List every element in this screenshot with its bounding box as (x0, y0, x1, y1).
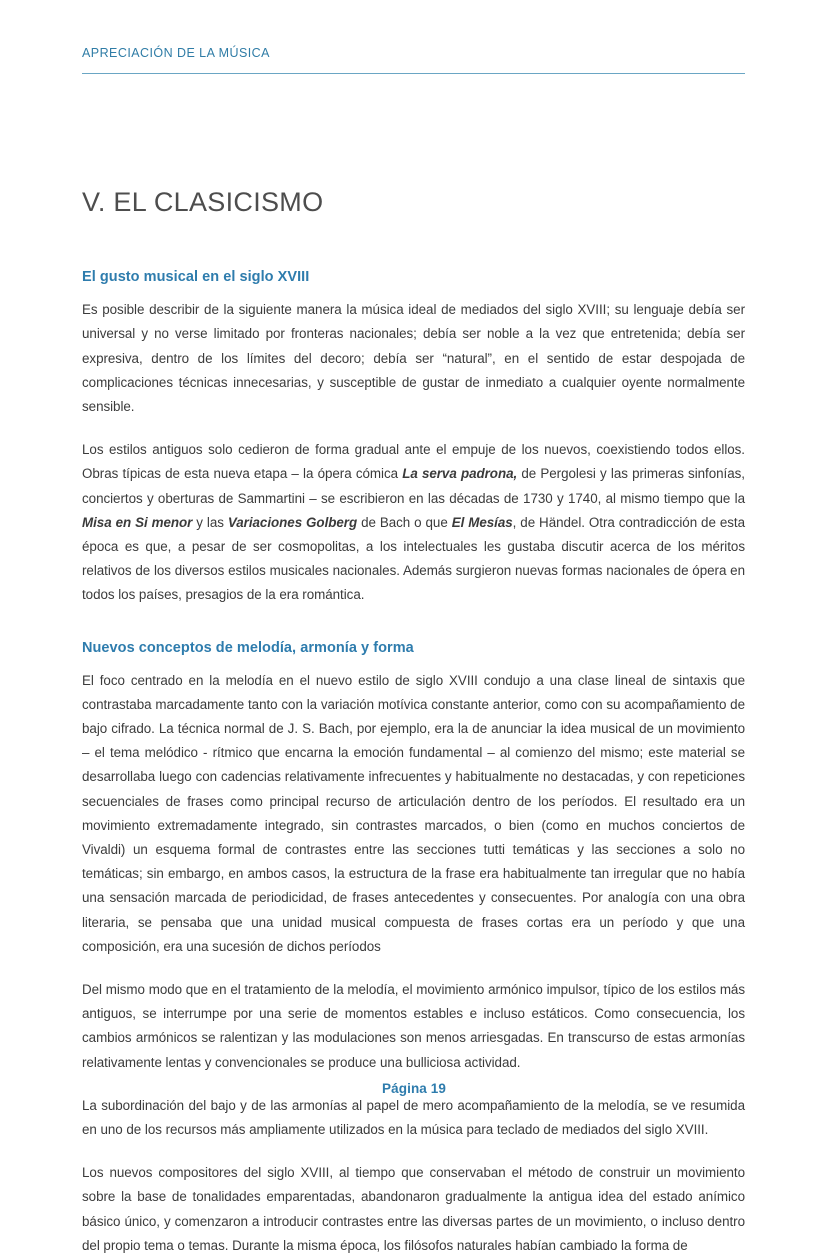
page-footer (0, 1080, 828, 1098)
paragraph-p5: La subordinación del bajo y de las armonías al papel de mero acompañamiento de la melodía, se ve resumida en uno de los recursos más ampliamente utilizados en la música para teclado de mediados del siglo XVIII. (82, 1097, 745, 1137)
paragraph-p4: Del mismo modo que en el tratamiento de la melodía, el movimiento armónico impulsor, típico de los estilos más antiguos, se interrumpe por una serie de momentos estables e incluso estáticos. Como consecuencia, los cambios armónicos se ralentizan y las modulaciones son menos arriesgadas. En transcurso de estas armonías relativamente lentas y convencionales se produce una bulliciosa actividad. (82, 981, 745, 1070)
section-heading-gusto-musical: El gusto musical en el siglo XVIII (82, 269, 310, 286)
text-run: Los estilos antiguos solo cedieron de forma gradual ante el empuje de los nuevos, coexistiendo todos ellos. Obras típicas de esta nueva etapa – la ópera cómica (82, 442, 745, 482)
chapter-title: V. EL CLASICISMO (82, 187, 324, 217)
work-title-la-serva-padrona: La serva padrona, (402, 466, 518, 482)
paragraph-p2 (82, 438, 745, 607)
running-header-title: APRECIACIÓN DE LA MÚSICA (82, 46, 270, 60)
paragraph-p3: El foco centrado en la melodía en el nuevo estilo de siglo XVIII condujo a una clase lineal de sintaxis que contrastaba marcadamente tanto con la variación motívica constante anterior, como con su acompañamiento de bajo cifrado. La técnica normal de J. S. Bach, por ejemplo, era la de anunciar la idea musical de un movimiento – el tema melódico - rítmico que encarna la emoción fundamental – al comienzo del mismo; este material se desarrollaba luego con cadencias relativamente infrecuentes y habitualmente no destacadas, y con repeticiones secuenciales de frases como principal recurso de articulación dentro de los períodos. El resultado era un movimiento extremadamente integrado, sin contrastes marcados, o bien (como en muchos conciertos de Vivaldi) un esquema formal de contrastes entre las secciones tutti temáticas y las secciones a solo no temáticas; sin embargo, en ambos casos, la estructura de la frase era habitualmente tan irregular que no había una sensación marcada de periodicidad, de frases antecedentes y consecuentes. Por analogía con una obra literaria, se pensaba que una unidad musical compuesta de frases cortas era un período y que una composición, era una sucesión de dichos períodos (82, 672, 745, 954)
header-divider-rule (82, 73, 745, 74)
text-run: de Pergolesi y las primeras sinfonías, conciertos y oberturas de Sammartini – se escribieron en las décadas de 1730 y 1740, al mismo tiempo que la (82, 466, 745, 506)
work-title-variaciones-golberg: Variaciones Golberg (227, 514, 358, 530)
section-heading-nuevos-conceptos: Nuevos conceptos de melodía, armonía y forma (82, 639, 414, 656)
paragraph-p1: Es posible describir de la siguiente manera la música ideal de mediados del siglo XVIII; su lenguaje debía ser universal y no verse limitado por fronteras nacionales; debía ser noble a la vez que entretenida; debía ser expresiva, dentro de los límites del decoro; debía ser “natural”, en el sentido de estar despojada de complicaciones técnicas innecesarias, y susceptible de gustar de inmediato a cualquier oyente normalmente sensible. (82, 302, 745, 415)
text-run: , de Händel. Otra contradicción de esta época es que, a pesar de ser cosmopolitas, a los intelectuales les gustaba discutir acerca de los méritos relativos de los diversos estilos musicales nacionales. Además surgieron nuevas formas nacionales de ópera en todos los países, presagios de la era romántica. (82, 514, 745, 603)
work-title-misa-en-si-menor: Misa en Si menor (82, 514, 193, 530)
work-title-el-mesias: El Mesías (451, 514, 513, 530)
text-run: y las (192, 514, 228, 530)
running-header (82, 46, 745, 61)
text-run: de Bach o que (357, 514, 452, 530)
paragraph-p6: Los nuevos compositores del siglo XVIII, al tiempo que conservaban el método de construir un movimiento sobre la base de tonalidades emparentadas, abandonaron gradualmente la antigua idea del estado anímico básico único, y comenzaron a introducir contrastes entre las diversas partes de un movimiento, o incluso dentro del propio tema o temas. Durante la misma época, los filósofos naturales habían cambiado la forma de (82, 1165, 745, 1253)
footer-page-number: Página 19 (382, 1081, 446, 1096)
